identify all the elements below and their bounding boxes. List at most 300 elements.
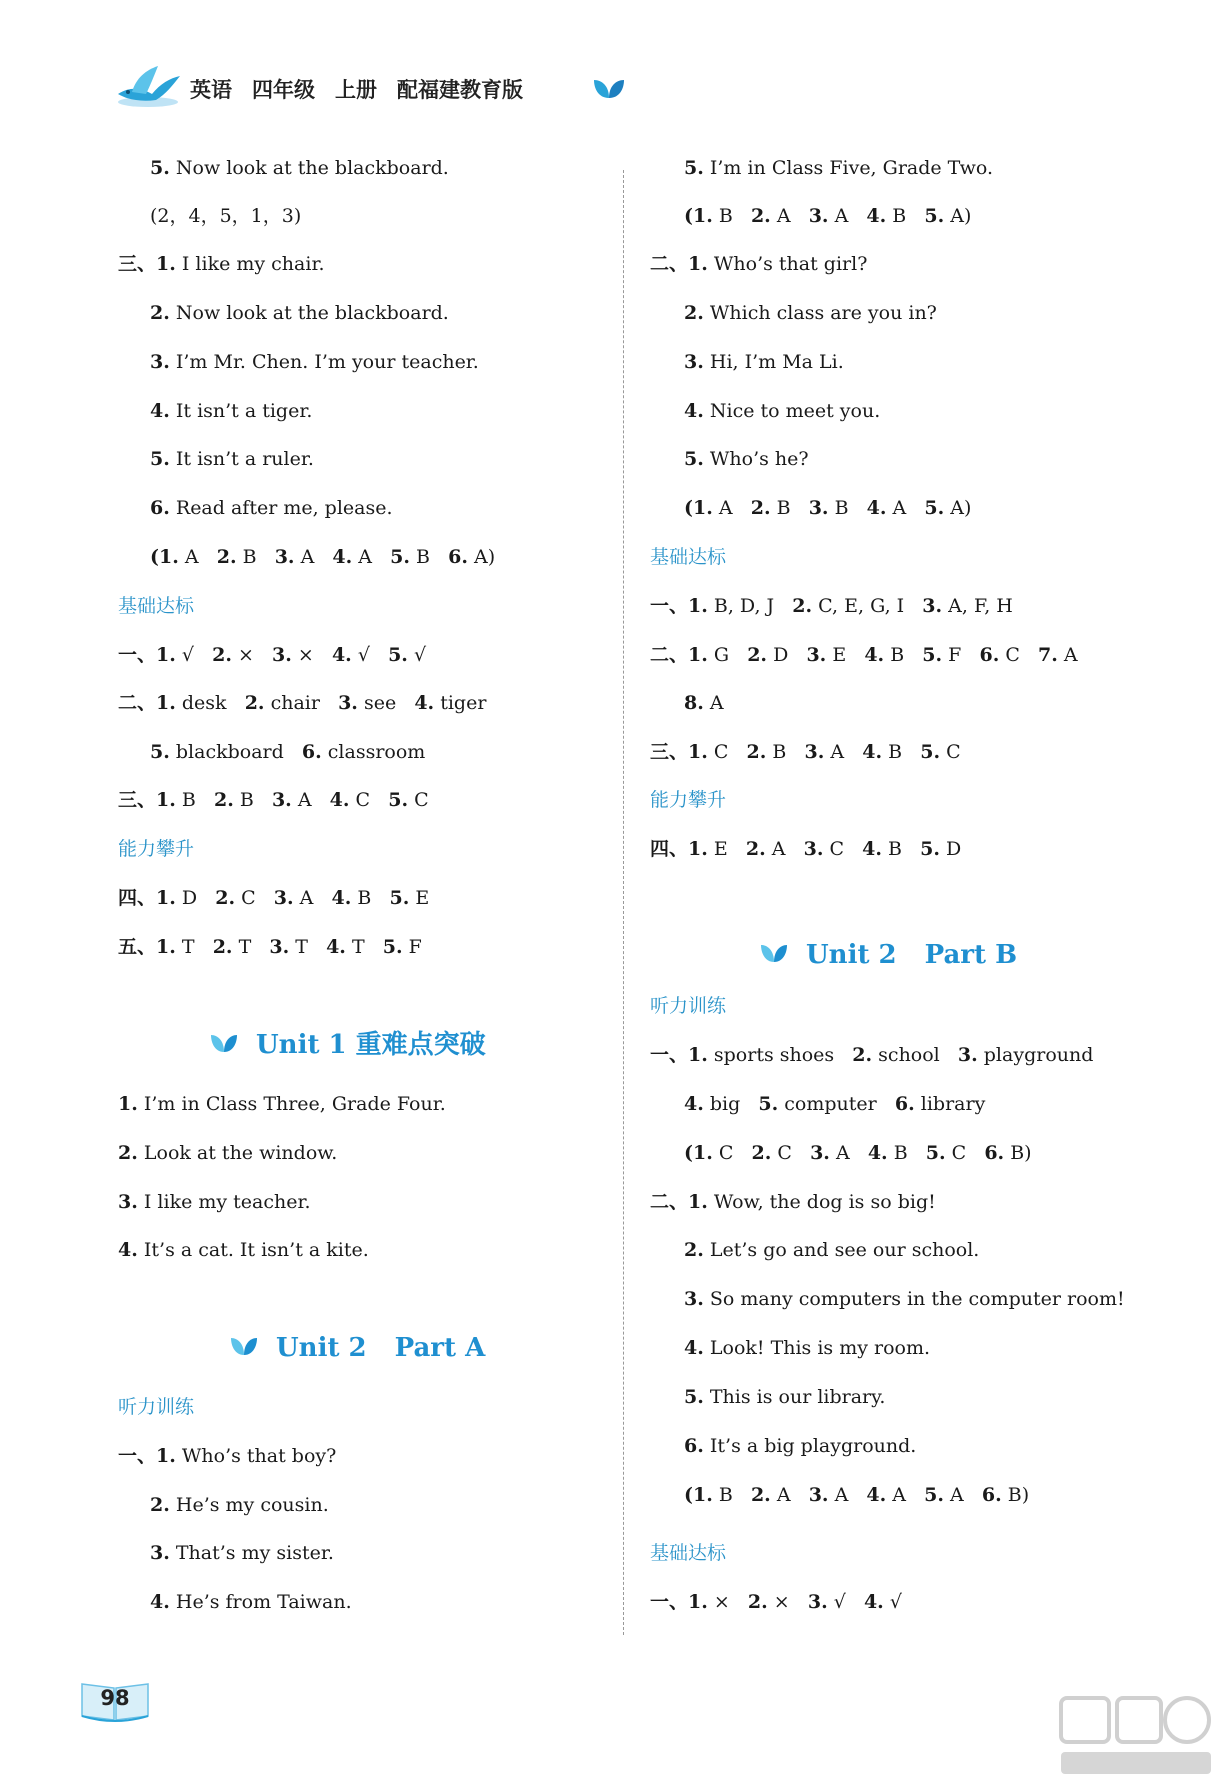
answer-text: Now look at the blackboard. (169, 157, 449, 179)
item-number: 3. (272, 644, 292, 666)
answer-text: 能力攀升 (118, 838, 195, 860)
bird-logo-icon (112, 64, 182, 110)
answer-text: G (707, 644, 748, 666)
leaf-icon (230, 1333, 258, 1365)
answer-line (684, 1433, 916, 1459)
answer-text: It isn’t a ruler. (169, 448, 314, 470)
answer-text: Let’s go and see our school. (703, 1239, 980, 1261)
answer-line (684, 1237, 979, 1263)
item-number: 3. (808, 205, 829, 227)
answer-text: A (293, 887, 332, 909)
answer-text: E (409, 887, 430, 909)
item-number: 4. (684, 1093, 704, 1115)
item-number: 2. (750, 1484, 771, 1506)
answer-text: This is our library. (703, 1386, 886, 1408)
item-number: 4. (326, 936, 346, 958)
item-number: 4. (866, 497, 887, 519)
answer-text: A (1057, 644, 1078, 666)
item-number: 3. (274, 546, 295, 568)
item-number: 5. (684, 448, 704, 470)
answer-line (650, 593, 1013, 619)
answer-text: C (771, 1142, 811, 1164)
item-number: 5. (390, 546, 410, 568)
item-number: 2. (684, 302, 704, 324)
answer-text: big (703, 1093, 759, 1115)
answer-text: 能力攀升 (650, 789, 727, 811)
item-number: 5. (758, 1093, 779, 1115)
answer-line (684, 495, 971, 521)
answer-line (684, 1140, 1032, 1166)
answer-line (650, 1189, 936, 1215)
unit-heading-text: Part B (924, 940, 1018, 970)
item-number: 4. (331, 644, 352, 666)
item-number: 5. (920, 741, 941, 763)
item-number: 3. (922, 595, 943, 617)
answer-text: F (942, 644, 980, 666)
item-number: 2. (750, 497, 771, 519)
item-number: 4. (866, 205, 887, 227)
header-volume: 上册 (335, 78, 377, 102)
item-number: 6. (150, 497, 170, 519)
answer-text: Which class are you in? (703, 302, 937, 324)
item-number: 一、1. (650, 1591, 708, 1613)
answer-text: √ (407, 644, 427, 666)
answer-text: school (872, 1044, 958, 1066)
header-subject: 英语 (190, 78, 232, 102)
item-number: 1. (118, 1093, 138, 1115)
answer-text: I’m Mr. Chen. I’m your teacher. (169, 351, 479, 373)
answer-text: A (770, 205, 809, 227)
answer-line (150, 1492, 329, 1518)
page-header (112, 64, 652, 114)
answer-text: 听力训练 (650, 995, 727, 1017)
answer-text: A) (467, 546, 496, 568)
item-number: (1. (684, 205, 713, 227)
item-number: 4. (867, 1142, 888, 1164)
unit-heading-text: Unit 2 (276, 1333, 367, 1363)
answer-line (118, 1443, 336, 1469)
answer-text: computer (778, 1093, 895, 1115)
section-heading (650, 1540, 726, 1566)
item-number: 3. (804, 741, 825, 763)
answer-line (684, 446, 809, 472)
answer-line (650, 642, 1078, 668)
answer-line (118, 787, 429, 813)
answer-text: A (886, 497, 925, 519)
answer-line (684, 1091, 985, 1117)
answer-text: A (944, 1484, 982, 1506)
item-number: 3. (803, 838, 824, 860)
answer-text: C (945, 1142, 985, 1164)
answer-text: C (712, 1142, 752, 1164)
answer-text: Hi, I’m Ma Li. (703, 351, 844, 373)
item-number: 6. (979, 644, 1000, 666)
answer-line (150, 155, 449, 181)
answer-text: √ (175, 644, 213, 666)
item-number: 2. (213, 789, 234, 811)
unit-heading (210, 1029, 486, 1062)
leaf-icon (592, 78, 626, 100)
answer-text: classroom (321, 741, 426, 763)
item-number: 4. (864, 644, 885, 666)
answer-text: D (175, 887, 216, 909)
answer-text: B (766, 741, 805, 763)
watermark-logo (1055, 1690, 1215, 1780)
item-number: 2. (150, 1494, 170, 1516)
answer-text: Who’s he? (703, 448, 809, 470)
answer-text: Who’s that girl? (707, 253, 868, 275)
answer-text: A (770, 1484, 809, 1506)
answer-text: B (882, 741, 921, 763)
answer-line (150, 349, 479, 375)
answer-text: 基础达标 (650, 546, 727, 568)
answer-text: B (886, 205, 925, 227)
item-number: 5. (150, 157, 170, 179)
column-divider (623, 170, 624, 1635)
answer-line (118, 642, 426, 668)
item-number: 2. (792, 595, 813, 617)
answer-text: Wow, the dog is so big! (707, 1191, 936, 1213)
answer-text: A (712, 497, 751, 519)
item-number: 3. (118, 1191, 138, 1213)
item-number: 3. (271, 789, 292, 811)
item-number: 3. (150, 1542, 170, 1564)
answer-text: √ (827, 1591, 864, 1613)
item-number: 2. (212, 936, 233, 958)
answer-line (118, 251, 325, 277)
answer-text: Look at the window. (137, 1142, 338, 1164)
answer-text: A (291, 789, 330, 811)
answer-text: B (233, 789, 272, 811)
answer-text: blackboard (169, 741, 302, 763)
answer-text: A (829, 1142, 868, 1164)
item-number: 3. (338, 692, 358, 714)
section-heading (650, 544, 726, 570)
answer-text: C (823, 838, 863, 860)
answer-text: chair (264, 692, 339, 714)
answer-text: It isn’t a tiger. (169, 400, 313, 422)
answer-text: B (236, 546, 275, 568)
item-number: 3. (810, 1142, 830, 1164)
answer-text: Who’s that boy? (175, 1445, 337, 1467)
answer-line (684, 300, 937, 326)
answer-text: T (289, 936, 327, 958)
item-number: (1. (150, 546, 179, 568)
item-number: 2. (745, 838, 766, 860)
item-number: 6. (684, 1435, 704, 1457)
item-number: 5. (924, 1484, 944, 1506)
answer-text: A (765, 838, 804, 860)
answer-text: 基础达标 (650, 1542, 727, 1564)
answer-text: I’m in Class Three, Grade Four. (137, 1093, 446, 1115)
item-number: (1. (684, 1484, 713, 1506)
item-number: 二、1. (650, 1191, 708, 1213)
answer-text: Read after me, please. (169, 497, 393, 519)
answer-text: Now look at the blackboard. (169, 302, 449, 324)
answer-line (684, 398, 880, 424)
item-number: 4. (863, 1591, 884, 1613)
item-number: 6. (448, 546, 468, 568)
answer-text: So many computers in the computer room! (703, 1288, 1125, 1310)
answer-text: A (178, 546, 217, 568)
item-number: 3. (957, 1044, 978, 1066)
answer-line (684, 1384, 885, 1410)
item-number: 3. (808, 1484, 829, 1506)
item-number: 4. (684, 400, 704, 422)
answer-text: F (402, 936, 422, 958)
answer-line (118, 1189, 311, 1215)
item-number: 4. (329, 789, 350, 811)
answer-text: (2，4，5，1，3) (150, 205, 302, 227)
item-number: 5. (382, 936, 403, 958)
item-number: (1. (684, 497, 713, 519)
item-number: 3. (808, 497, 829, 519)
item-number: 3. (150, 351, 170, 373)
item-number: 3. (684, 1288, 704, 1310)
item-number: 6. (301, 741, 322, 763)
answer-text: D (767, 644, 807, 666)
item-number: 4. (118, 1239, 138, 1261)
answer-text: C (999, 644, 1039, 666)
answer-text: playground (977, 1044, 1094, 1066)
item-number: 二、1. (650, 644, 708, 666)
item-number: 五、1. (118, 936, 176, 958)
answer-line (684, 1286, 1125, 1312)
header-grade: 四年级 (252, 78, 315, 102)
answer-line (650, 1042, 1093, 1068)
item-number: 5. (922, 644, 943, 666)
item-number: 5. (150, 741, 170, 763)
item-number: 4. (684, 1337, 704, 1359)
item-number: 2. (684, 1239, 704, 1261)
item-number: 2. (852, 1044, 873, 1066)
item-number: 三、1. (118, 789, 176, 811)
item-number: 一、1. (118, 644, 176, 666)
item-number: 5. (389, 887, 410, 909)
answer-line (118, 885, 429, 911)
page-number-badge (80, 1680, 150, 1724)
section-heading (118, 1394, 194, 1420)
answer-text: see (357, 692, 415, 714)
answer-text: That’s my sister. (169, 1542, 334, 1564)
answer-text: I like my teacher. (137, 1191, 311, 1213)
answer-line (650, 739, 961, 765)
answer-line (118, 1237, 369, 1263)
answer-line (684, 1482, 1029, 1508)
answer-text: B (175, 789, 214, 811)
item-number: 3. (273, 887, 294, 909)
item-number: 4. (150, 400, 170, 422)
item-number: 4. (331, 887, 352, 909)
item-number: 2. (216, 546, 237, 568)
answer-text: B (712, 205, 751, 227)
answer-text: × (767, 1591, 808, 1613)
answer-text: × (291, 644, 332, 666)
item-number: 5. (388, 644, 408, 666)
answer-text: B, D, J (707, 595, 793, 617)
answer-text: B (884, 644, 923, 666)
item-number: 5. (920, 838, 940, 860)
section-heading (118, 593, 194, 619)
header-title (190, 74, 543, 104)
answer-line (684, 203, 971, 229)
answer-text: 听力训练 (118, 1396, 195, 1418)
answer-text: I like my chair. (175, 253, 325, 275)
item-number: 4. (862, 741, 883, 763)
answer-text: Look! This is my room. (703, 1337, 931, 1359)
answer-line (150, 739, 425, 765)
section-heading (118, 836, 194, 862)
answer-text: B (410, 546, 449, 568)
item-number: 3. (269, 936, 290, 958)
item-number: 4. (866, 1484, 887, 1506)
answer-line (118, 934, 422, 960)
answer-line (650, 251, 867, 277)
answer-text: A) (944, 205, 972, 227)
item-number: 2. (215, 887, 236, 909)
answer-text: tiger (434, 692, 487, 714)
item-number: 7. (1038, 644, 1058, 666)
answer-text: B (887, 1142, 926, 1164)
answer-text: It’s a cat. It isn’t a kite. (137, 1239, 369, 1261)
answer-text: √ (883, 1591, 902, 1613)
item-number: 2. (746, 741, 767, 763)
answer-line (650, 836, 961, 862)
item-number: (1. (684, 1142, 713, 1164)
item-number: 3. (806, 644, 827, 666)
answer-line (118, 1140, 337, 1166)
item-number: 四、1. (118, 887, 176, 909)
item-number: 2. (751, 1142, 772, 1164)
answer-text: D (939, 838, 962, 860)
answer-line (150, 1540, 334, 1566)
unit-heading (760, 939, 1017, 972)
item-number: 6. (981, 1484, 1002, 1506)
answer-text: E (707, 838, 746, 860)
item-number: 2. (150, 302, 170, 324)
answer-text: sports shoes (707, 1044, 853, 1066)
answer-text: B (882, 838, 921, 860)
unit-heading-text: Part A (394, 1333, 486, 1363)
item-number: 2. (747, 644, 768, 666)
item-number: 5. (684, 157, 704, 179)
answer-text: A (703, 692, 724, 714)
answer-text: C (349, 789, 389, 811)
item-number: 一、1. (118, 1445, 176, 1467)
item-number: 4. (414, 692, 435, 714)
item-number: 二、1. (118, 692, 176, 714)
page-number: 98 (100, 1686, 130, 1710)
answer-text: A (828, 205, 867, 227)
answer-text: C (707, 741, 747, 763)
answer-text: B) (1004, 1142, 1032, 1164)
item-number: 2. (118, 1142, 138, 1164)
answer-text: A (828, 1484, 867, 1506)
header-edition: 配福建教育版 (397, 78, 523, 102)
answer-line (150, 446, 314, 472)
answer-text: A (824, 741, 863, 763)
answer-line (150, 300, 449, 326)
answer-text: B (351, 887, 390, 909)
item-number: 5. (150, 448, 170, 470)
unit-heading-text: Unit 2 (806, 940, 897, 970)
answer-text: desk (175, 692, 245, 714)
item-number: 四、1. (650, 838, 708, 860)
item-number: 3. (807, 1591, 828, 1613)
leaf-icon (760, 940, 788, 972)
answer-text: It’s a big playground. (703, 1435, 917, 1457)
item-number: 三、1. (118, 253, 176, 275)
answer-line (150, 495, 393, 521)
answer-text: I’m in Class Five, Grade Two. (703, 157, 994, 179)
item-number: 2. (212, 644, 232, 666)
item-number: 5. (684, 1386, 704, 1408)
item-number: 4. (150, 1591, 170, 1613)
item-number: 5. (924, 205, 945, 227)
answer-text: 基础达标 (118, 595, 195, 617)
answer-text: B (828, 497, 867, 519)
answer-text: A, F, H (942, 595, 1013, 617)
answer-text: T (345, 936, 383, 958)
answer-text: C (940, 741, 961, 763)
item-number: 一、1. (650, 1044, 708, 1066)
unit-heading-text: Unit 1 重难点突破 (256, 1030, 486, 1060)
answer-text: He’s from Taiwan. (169, 1591, 352, 1613)
answer-text: T (232, 936, 270, 958)
answer-text: × (231, 644, 273, 666)
answer-text: T (175, 936, 213, 958)
answer-text: E (826, 644, 865, 666)
answer-text: √ (351, 644, 389, 666)
answer-line (150, 398, 312, 424)
answer-line (118, 1091, 446, 1117)
answer-line (150, 203, 301, 229)
answer-text: C (235, 887, 274, 909)
item-number: 4. (862, 838, 882, 860)
answer-text: A) (944, 497, 972, 519)
item-number: 2. (750, 205, 771, 227)
section-heading (650, 787, 726, 813)
answer-text: library (914, 1093, 986, 1115)
answer-text: × (707, 1591, 748, 1613)
answer-text: C (408, 789, 429, 811)
item-number: 5. (924, 497, 945, 519)
item-number: 4. (332, 546, 353, 568)
answer-text: A (294, 546, 333, 568)
answer-line (118, 690, 486, 716)
answer-text: C, E, G, I (812, 595, 923, 617)
answer-line (150, 544, 495, 570)
answer-text: B) (1001, 1484, 1030, 1506)
answer-line (684, 690, 724, 716)
answer-line (150, 1589, 352, 1615)
answer-text: B (770, 497, 809, 519)
item-number: 一、1. (650, 595, 708, 617)
answer-line (684, 1335, 930, 1361)
item-number: 二、1. (650, 253, 708, 275)
answer-text: A (886, 1484, 925, 1506)
leaf-icon (210, 1030, 238, 1062)
item-number: 2. (747, 1591, 768, 1613)
answer-line (684, 155, 993, 181)
item-number: 8. (684, 692, 704, 714)
item-number: 3. (684, 351, 704, 373)
item-number: 6. (984, 1142, 1005, 1164)
answer-text: A (352, 546, 391, 568)
item-number: 6. (894, 1093, 915, 1115)
item-number: 2. (244, 692, 265, 714)
unit-heading (230, 1332, 485, 1365)
